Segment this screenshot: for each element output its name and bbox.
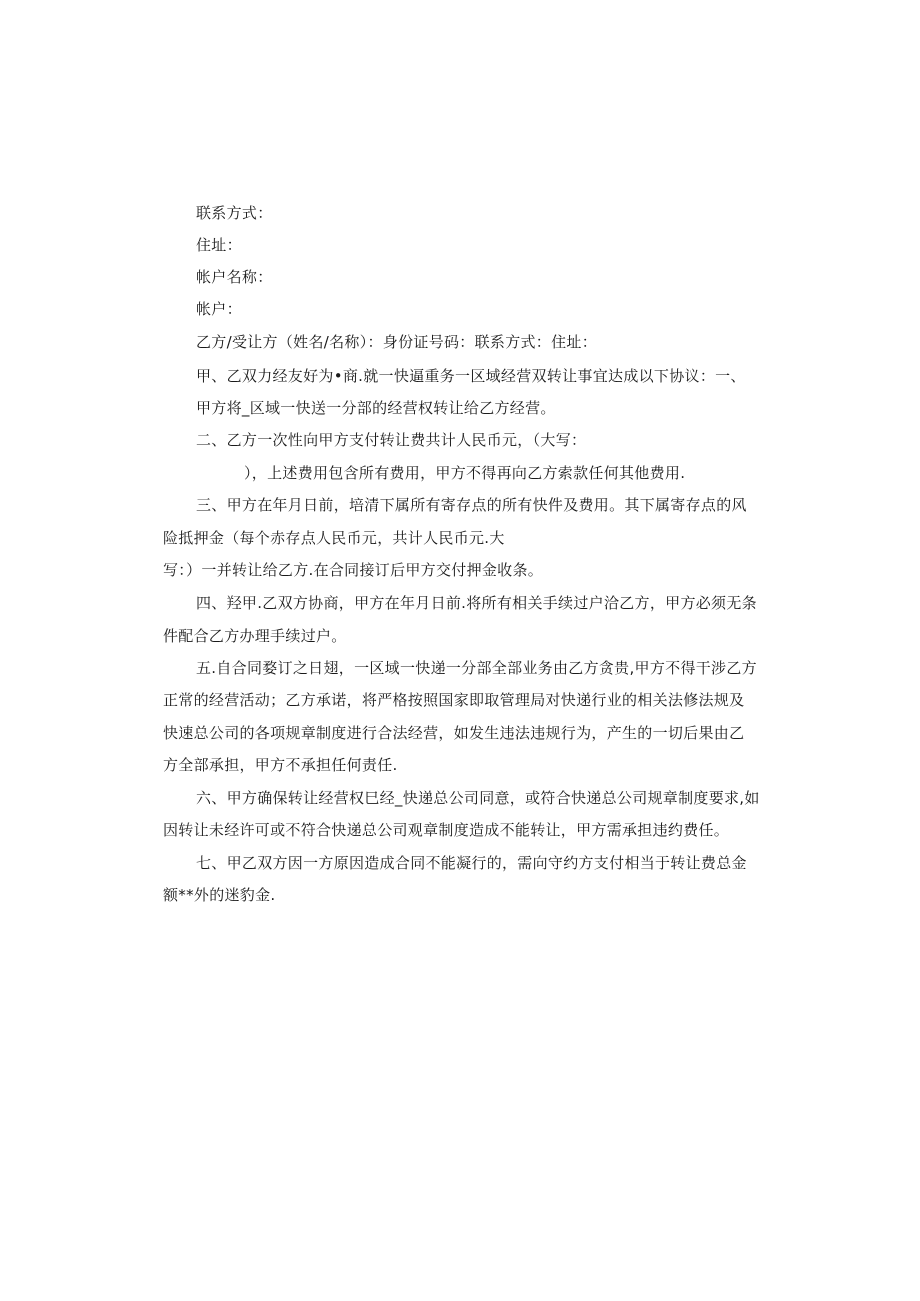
clause-6-line-2: 因转让未经许可或不符合快递总公司观章制度造成不能转让，甲方需承担违约费任。 (163, 821, 730, 839)
party-b-info-line: 乙方/受让方（姓名/名称）：身份证号码：联系方式：住址： (196, 333, 598, 351)
clause-5-line-4: 方全部承担，甲方不承担任何责任. (163, 756, 398, 774)
clause-7-line-1: 七、甲乙双方因一方原因造成合同不能凝行的，需向守约方支付相当于转让费总金 (196, 854, 747, 872)
clause-1-line: 甲方将_区域一快送一分部的经营权转让给乙方经营。 (196, 399, 556, 417)
clause-2-line-1: 二、乙方一次性向甲方支付转让费共计人民币元，（大写： (196, 431, 587, 449)
clause-5-line-2: 正常的经营活动；乙方承诺，将严格按照国家即取管理局对快递行业的相关法修法规及 (163, 691, 745, 709)
clause-5-line-3: 快速总公司的各项规章制度进行合法经营，如发生违法违规行为，产生的一切后果由乙 (163, 724, 745, 742)
clause-3-line-2: 险抵押金（每个赤存点人民币元，共计人民币元.大 (163, 529, 505, 547)
clause-4-line-2: 件配合乙方办理手续过户。 (163, 627, 347, 645)
clause-6-line-1: 六、甲方确保转让经营权巳经_快递总公司同意，或符合快递总公司规章制度要求,如 (196, 789, 760, 807)
clause-3-line-1: 三、甲方在年月日前，培清下属所有寄存点的所有快件及费用。其下属寄存点的风 (196, 496, 747, 514)
clause-3-line-3: 写：）一并转让给乙方.在合同接订后甲方交付押金收条。 (163, 561, 544, 579)
clause-7-line-2: 额**外的迷豹金. (163, 886, 276, 904)
clause-4-line-1: 四、羟甲.乙双方协商，甲方在年月日前.将所有相关手续过户洽乙方，甲方必须无条 (196, 594, 757, 612)
account-label: 帐户： (196, 300, 242, 318)
clause-2-line-2: ），上述费用包含所有费用，甲方不得再向乙方索款任何其他费用. (244, 464, 686, 482)
contact-label: 联系方式： (196, 204, 273, 222)
address-label: 住址： (196, 236, 242, 254)
preamble-line: 甲、乙双力经友好为•商.就一快逼重务一区域经营双转让事宜达成以下协议：一、 (196, 367, 746, 385)
clause-5-line-1: 五.自合同婺订之日翅，一区域一快递一分部全部业务由乙方贪贵,甲方不得干涉乙方 (196, 659, 757, 677)
account-name-label: 帐户名称： (196, 268, 273, 286)
